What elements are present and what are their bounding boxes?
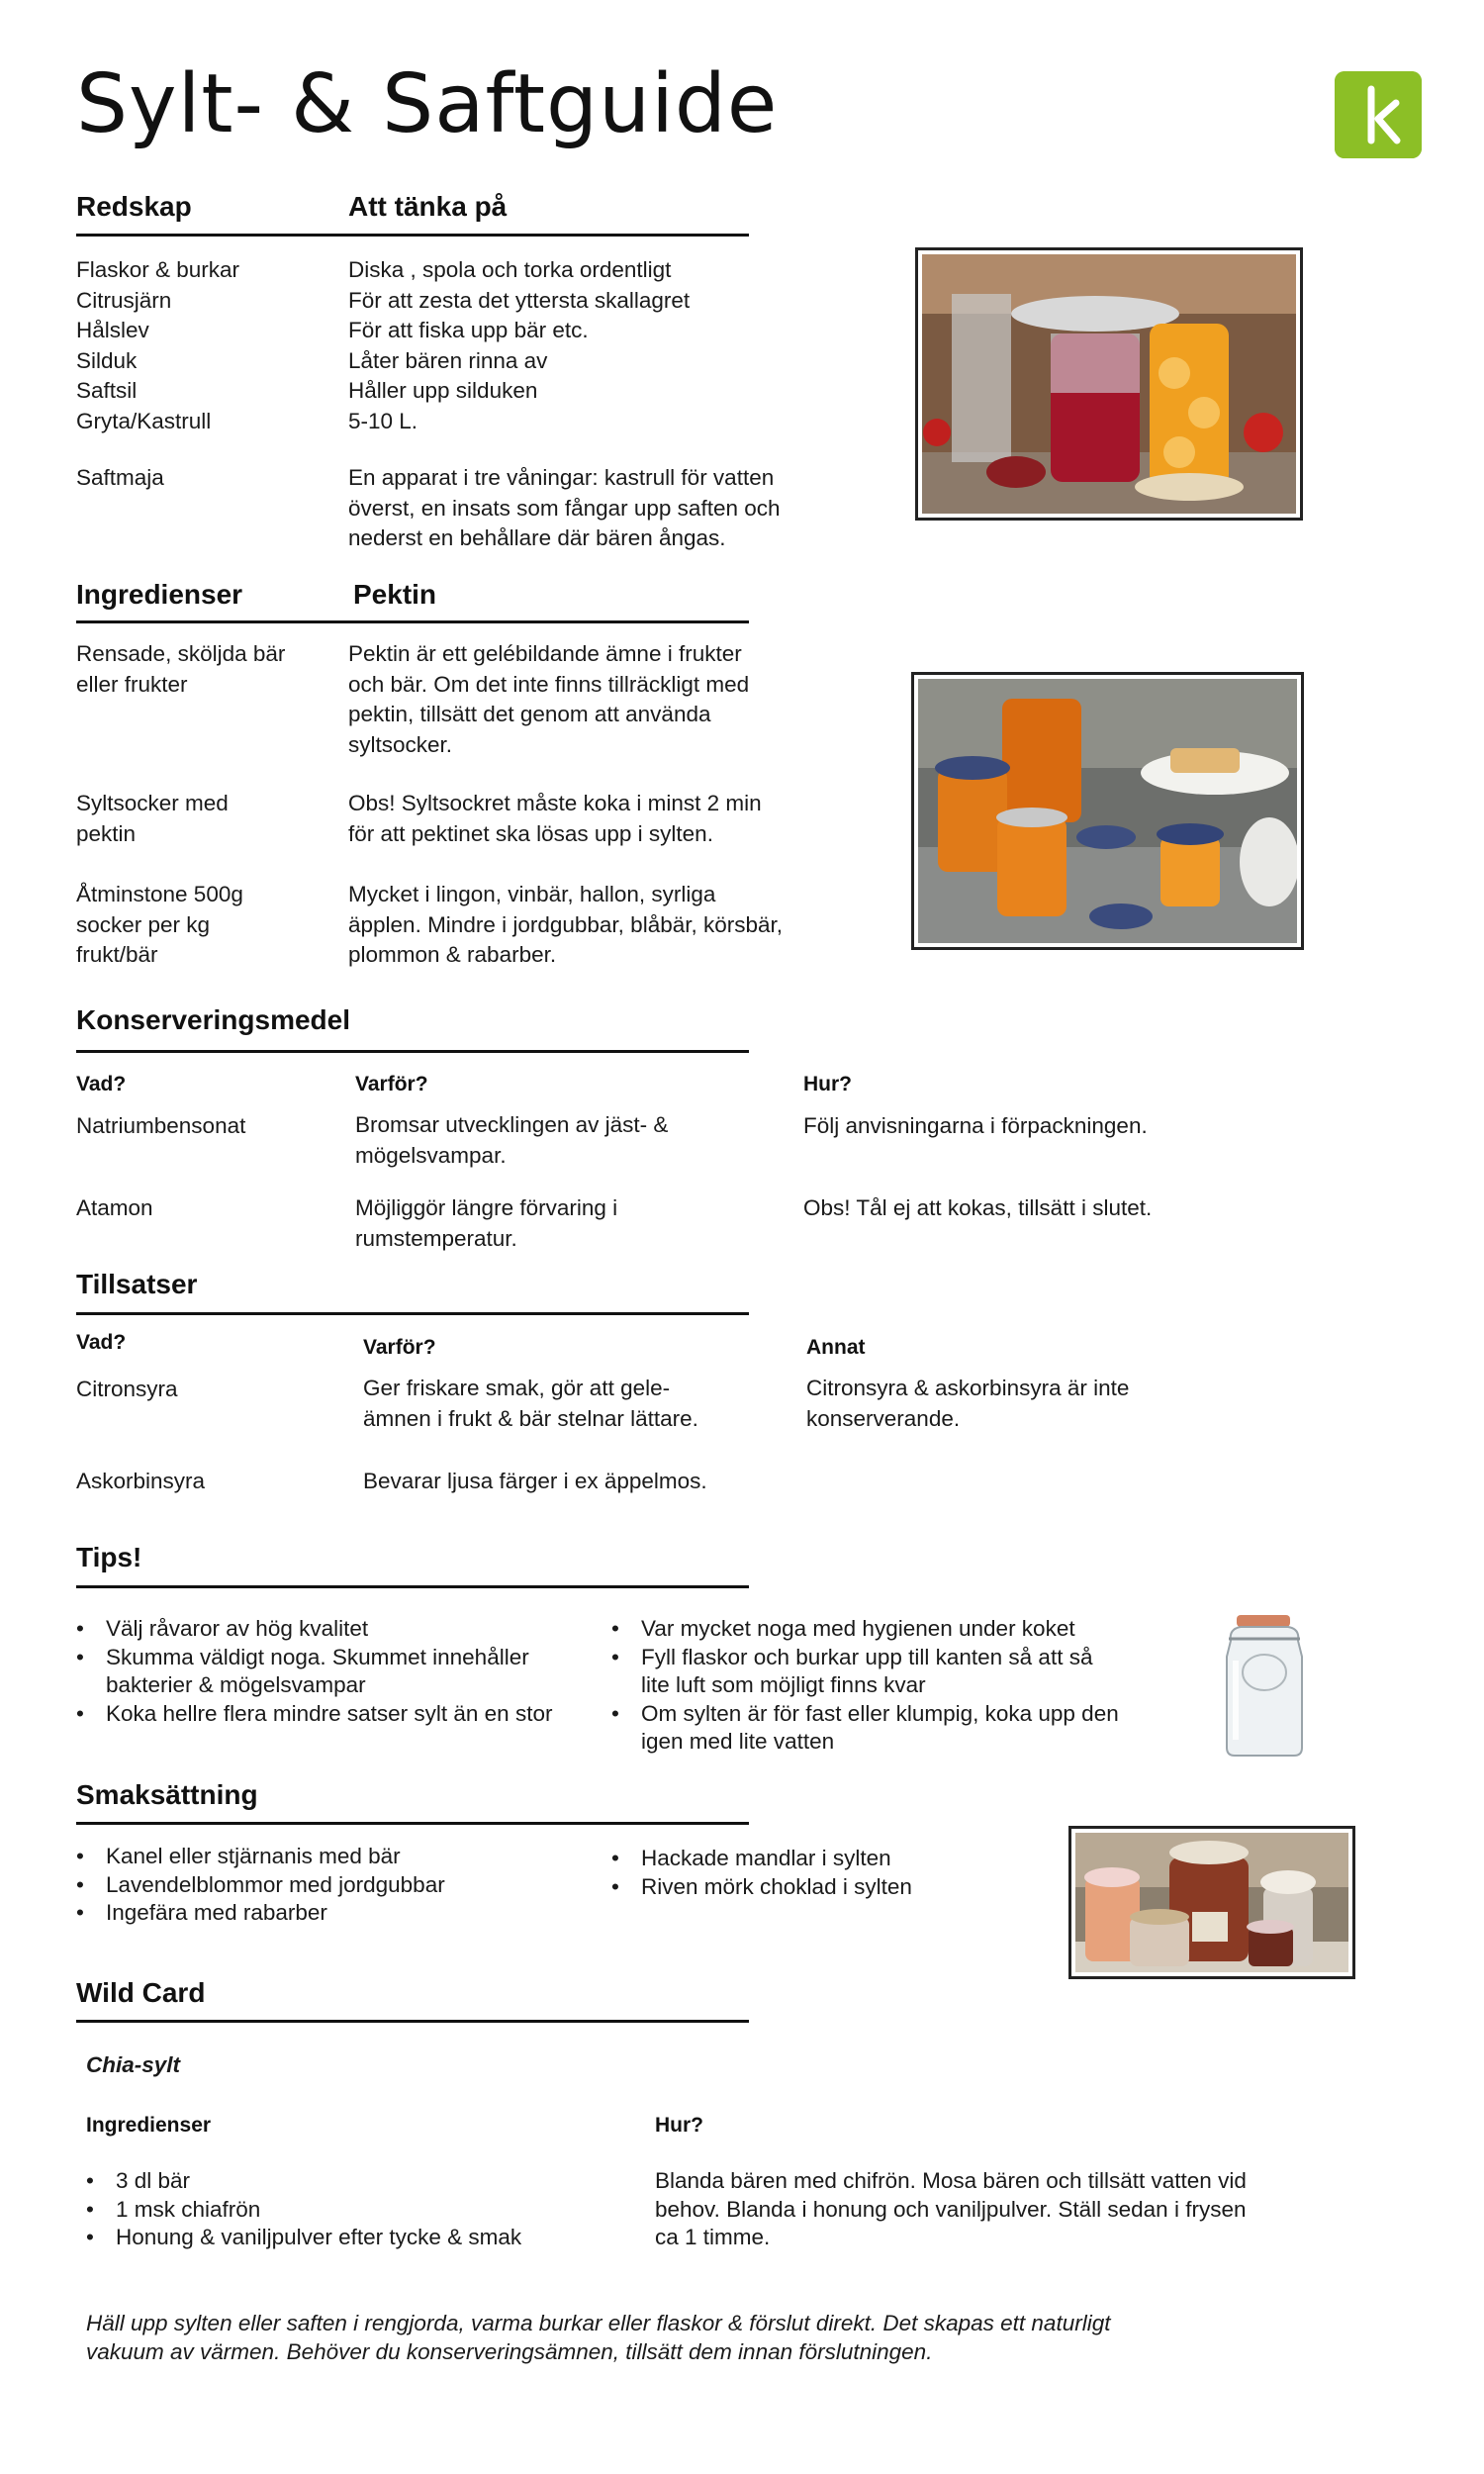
redskap-item: Hålslev	[76, 318, 149, 342]
list-item: • Fyll flaskor och burkar upp till kanten så att så lite luft som möjligt finns kvar	[611, 1644, 1126, 1700]
konservering-hur: Följ anvisningarna i förpackningen.	[803, 1113, 1148, 1138]
saftmaja-note: En apparat i tre våningar: kastrull för vatten överst, en insats som fångar upp saften och nederst en behållare där bären ångas.	[348, 465, 781, 550]
ingrediens-item: Rensade, sköljda bär eller frukter	[76, 641, 286, 697]
redskap-item: Saftsil	[76, 378, 138, 403]
divider	[76, 1822, 749, 1825]
col-varfor-label: Varför?	[363, 1336, 436, 1359]
tips-heading: Tips!	[76, 1542, 142, 1572]
col-varfor-label: Varför?	[355, 1073, 428, 1095]
tillsats-varfor: Ger friskare smak, gör att gele-ämnen i frukt & bär stelnar lättare.	[363, 1376, 698, 1431]
ingrediens-item: Syltsocker med pektin	[76, 791, 229, 846]
smak-list-right	[611, 1845, 1106, 1901]
pektin-heading: Pektin	[353, 579, 437, 610]
tillsatser-heading: Tillsatser	[76, 1269, 198, 1299]
list-item: • Honung & vaniljpulver efter tycke & smak	[86, 2224, 601, 2252]
divider	[76, 1585, 749, 1588]
list-item: • 1 msk chiafrön	[86, 2196, 601, 2225]
konservering-vad: Atamon	[76, 1195, 153, 1220]
list-item: • Var mycket noga med hygienen under koket	[611, 1615, 1126, 1644]
glass-jar-image	[1219, 1611, 1310, 1760]
marmalade-jars-photo	[911, 672, 1304, 950]
list-item: • Hackade mandlar i sylten	[611, 1845, 1106, 1873]
col-vad-label: Vad?	[76, 1073, 127, 1095]
list-item: • 3 dl bär	[86, 2167, 601, 2196]
ingredienser-heading: Ingredienser	[76, 579, 243, 610]
pektin-note: Obs! Syltsockret måste koka i minst 2 min för att pektinet ska lösas upp i sylten.	[348, 791, 762, 846]
wildcard-heading: Wild Card	[76, 1977, 206, 2008]
col-hur-label: Hur?	[803, 1073, 852, 1095]
redskap-note: För att zesta det yttersta skallagret	[348, 287, 691, 313]
divider	[76, 2020, 749, 2023]
wildcard-ingredients-list	[86, 2167, 601, 2252]
jam-funnel-photo	[915, 247, 1303, 521]
list-item: • Koka hellre flera mindre satser sylt än en stor	[76, 1700, 561, 1729]
divider	[76, 234, 749, 237]
decorated-jars-photo	[1068, 1826, 1355, 1979]
list-item: • Lavendelblommor med jordgubbar	[76, 1871, 571, 1900]
col-annat-label: Annat	[806, 1336, 866, 1359]
redskap-note: Låter bären rinna av	[348, 347, 548, 373]
page-title: Sylt- & Saftguide	[76, 57, 779, 151]
list-item: • Välj råvaror av hög kvalitet	[76, 1615, 561, 1644]
redskap-note: Håller upp silduken	[348, 378, 538, 403]
redskap-note: Diska , spola och torka ordentligt	[348, 257, 672, 282]
divider	[76, 1050, 749, 1053]
tips-list-left	[76, 1615, 561, 1728]
redskap-item: Silduk	[76, 347, 138, 373]
pektin-note: Mycket i lingon, vinbär, hallon, syrliga äpplen. Mindre i jordgubbar, blåbär, körsbär, plommon & rabarber.	[348, 882, 784, 967]
divider	[76, 1312, 749, 1315]
redskap-notes	[348, 255, 813, 436]
pektin-note: Pektin är ett gelébildande ämne i frukter och bär. Om det inte finns tillräckligt med pektin, tillsätt det genom att använda syltsocker.	[348, 641, 750, 757]
wildcard-ingredients-label: Ingredienser	[86, 2114, 212, 2137]
wildcard-how-text: Blanda bären med chifrön. Mosa bären och tillsätt vatten vid behov. Blanda i honung och vaniljpulver. Ställ sedan i frysen ca 1 timme.	[655, 2168, 1247, 2249]
tillsats-vad: Askorbinsyra	[76, 1469, 206, 1493]
wildcard-subtitle: Chia-sylt	[86, 2052, 181, 2077]
konservering-varfor: Bromsar utvecklingen av jäst- & mögelsvampar.	[355, 1112, 669, 1168]
list-item: • Kanel eller stjärnanis med bär	[76, 1843, 571, 1871]
konservering-hur: Obs! Tål ej att kokas, tillsätt i slutet.	[803, 1195, 1153, 1220]
logo-k-icon	[1335, 71, 1422, 158]
list-item: • Om sylten är för fast eller klumpig, koka upp den igen med lite vatten	[611, 1700, 1126, 1757]
list-item: • Skumma väldigt noga. Skummet innehåller bakterier & mögelsvampar	[76, 1644, 561, 1700]
redskap-note: 5-10 L.	[348, 408, 418, 433]
att-tanka-pa-heading: Att tänka på	[348, 191, 508, 222]
tillsats-varfor: Bevarar ljusa färger i ex äppelmos.	[363, 1469, 707, 1493]
smak-list-left	[76, 1843, 571, 1928]
redskap-heading: Redskap	[76, 191, 192, 222]
konservering-varfor: Möjliggör längre förvaring i rumstemperatur.	[355, 1195, 618, 1251]
list-item: • Ingefära med rabarber	[76, 1899, 571, 1928]
redskap-note: För att fiska upp bär etc.	[348, 318, 589, 342]
wildcard-how-label: Hur?	[655, 2114, 703, 2137]
redskap-item: Gryta/Kastrull	[76, 408, 212, 433]
smak-heading: Smaksättning	[76, 1779, 258, 1810]
redskap-items	[76, 255, 333, 436]
footer-note: Häll upp sylten eller saften i rengjorda, varma burkar eller flaskor & förslut direkt. Det skapas ett naturligt vakuum av värmen. Behöver du konserveringsämnen, tillsätt dem innan förslutningen.	[86, 2311, 1111, 2364]
konservering-vad: Natriumbensonat	[76, 1113, 246, 1138]
redskap-item: Citrusjärn	[76, 287, 172, 313]
tillsats-vad: Citronsyra	[76, 1377, 178, 1401]
col-vad-label: Vad?	[76, 1331, 127, 1354]
tips-list-right	[611, 1615, 1126, 1757]
saftmaja-item: Saftmaja	[76, 465, 164, 490]
tillsats-annat: Citronsyra & askorbinsyra är inte konserverande.	[806, 1376, 1130, 1431]
divider	[76, 620, 749, 623]
list-item: • Riven mörk choklad i sylten	[611, 1873, 1106, 1902]
redskap-item: Flaskor & burkar	[76, 257, 240, 282]
konservering-heading: Konserveringsmedel	[76, 1004, 350, 1035]
brand-logo	[1335, 71, 1422, 158]
ingrediens-item: Åtminstone 500g socker per kg frukt/bär	[76, 882, 243, 967]
